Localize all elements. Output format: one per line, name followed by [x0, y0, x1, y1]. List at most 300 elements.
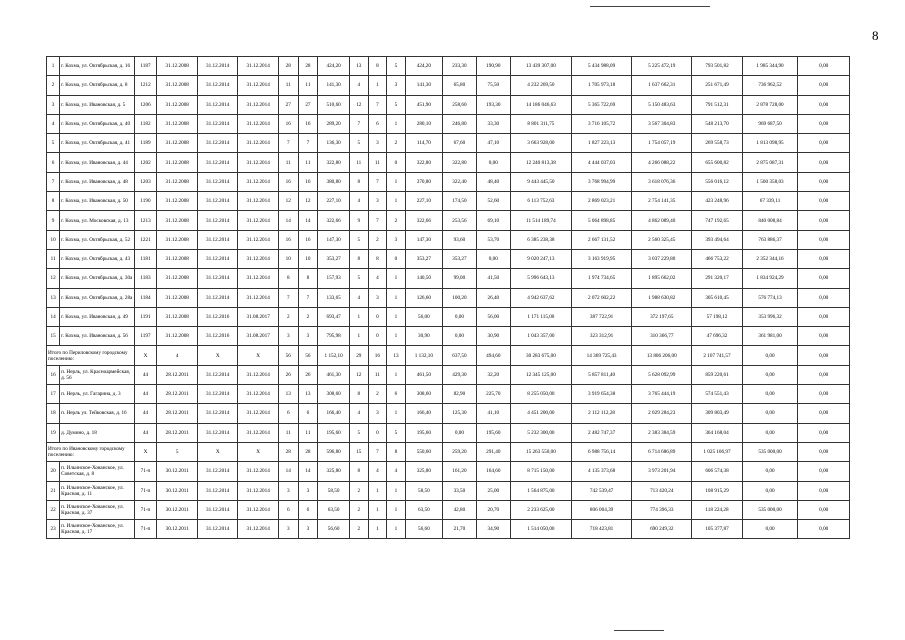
table-cell: 3 — [278, 481, 298, 500]
table-cell: 8 — [368, 249, 387, 268]
table-cell: 136,30 — [318, 134, 350, 153]
table-cell: 8 — [349, 249, 368, 268]
table-cell: 31.12.2008 — [157, 269, 197, 288]
table-cell: 0,00 — [798, 520, 850, 539]
table-cell: 31.12.2014 — [238, 404, 278, 423]
table-cell: 2 754 141,35 — [632, 192, 692, 211]
table-cell: 0,00 — [476, 153, 510, 172]
table-cell: 6 — [278, 500, 298, 519]
table-cell: 227,10 — [405, 192, 442, 211]
table-cell: 8 — [368, 57, 387, 76]
table-cell: 71-п — [134, 520, 157, 539]
table-cell: 31.12.2014 — [197, 520, 237, 539]
table-cell: 31.12.2014 — [238, 134, 278, 153]
table-cell: 47 696,32 — [692, 327, 742, 346]
table-cell: 0,00 — [798, 153, 850, 172]
table-cell: 26 — [298, 365, 318, 384]
table-cell: 15 — [349, 442, 368, 461]
table-cell: 14 186 046,63 — [510, 95, 571, 114]
table-cell: 3 — [387, 230, 406, 249]
table-cell: 4 232 269,50 — [510, 76, 571, 95]
table-cell: 2 112 112,28 — [572, 404, 632, 423]
table-cell: 3 — [368, 134, 387, 153]
row-number: 13 — [47, 288, 60, 307]
table-cell: 291,40 — [476, 442, 510, 461]
table-cell: 9 — [349, 211, 368, 230]
table-cell: 28 — [278, 442, 298, 461]
table-cell: 4 135 373,68 — [572, 462, 632, 481]
table-cell: 736 962,52 — [742, 76, 798, 95]
table-row — [47, 249, 850, 268]
table-cell: 0,00 — [798, 307, 850, 326]
table-cell: 3 973 201,94 — [632, 462, 692, 481]
table-cell: 380,80 — [318, 172, 350, 191]
table-cell: 57 198,12 — [692, 307, 742, 326]
table-cell: 0,00 — [742, 404, 798, 423]
table-cell: 10 — [278, 249, 298, 268]
address-cell: г. Кохма, ул. Ивановская, д. 5 — [60, 95, 134, 114]
table-cell: 2 — [349, 520, 368, 539]
table-cell: 0,00 — [798, 385, 850, 404]
table-cell: 16 — [278, 230, 298, 249]
table-cell: 1 — [387, 520, 406, 539]
table-cell: 6 — [298, 500, 318, 519]
table-cell: 31.12.2014 — [238, 192, 278, 211]
table-cell: 310 366,77 — [632, 327, 692, 346]
table-cell: 67,60 — [442, 134, 476, 153]
table-cell: 693,47 — [318, 307, 350, 326]
table-cell: 1 827 223,13 — [572, 134, 632, 153]
table-cell: 1221 — [134, 230, 157, 249]
row-number: 20 — [47, 462, 60, 481]
table-cell: X — [238, 346, 278, 365]
table-cell: 31.12.2014 — [197, 153, 237, 172]
table-cell: 322,66 — [405, 211, 442, 230]
table-cell: 31.12.2008 — [157, 249, 197, 268]
table-cell: 308,60 — [318, 385, 350, 404]
table-cell: 52,60 — [476, 192, 510, 211]
table-cell: 31.12.2008 — [157, 134, 197, 153]
table-cell: 1 — [368, 76, 387, 95]
table-cell: 33,50 — [442, 481, 476, 500]
table-cell: 157,93 — [318, 269, 350, 288]
table-cell: 56 — [278, 346, 298, 365]
subtotal-row — [47, 442, 850, 461]
table-cell: 12 345 125,00 — [510, 365, 571, 384]
table-cell: 494,60 — [476, 346, 510, 365]
table-cell: 1183 — [134, 269, 157, 288]
table-cell: 793 501,82 — [692, 57, 742, 76]
table-cell: 0,00 — [798, 500, 850, 519]
address-cell: г. Кохма, ул. Октябрьская, д. 40 — [60, 114, 134, 133]
table-cell: 9 020 247,13 — [510, 249, 571, 268]
table-cell: 56,00 — [405, 307, 442, 326]
table-cell: 3 — [298, 327, 318, 346]
table-cell: 2 — [387, 211, 406, 230]
table-cell: 71-п — [134, 462, 157, 481]
row-number: 1 — [47, 57, 60, 76]
table-row — [47, 481, 850, 500]
table-cell: 233,30 — [442, 57, 476, 76]
table-cell: 4 451 200,00 — [510, 404, 571, 423]
table-cell: 6 — [387, 385, 406, 404]
table-cell: 31.12.2014 — [197, 288, 237, 307]
table-cell: 791 512,31 — [692, 95, 742, 114]
table-cell: 99,00 — [442, 269, 476, 288]
table-cell: 195,60 — [318, 423, 350, 442]
table-cell: 58,50 — [318, 481, 350, 500]
table-cell: 1 514 050,00 — [510, 520, 571, 539]
table-cell: 11 514 189,74 — [510, 211, 571, 230]
table-cell: 16 — [298, 114, 318, 133]
table-cell: 305 610,45 — [692, 288, 742, 307]
row-number: 12 — [47, 269, 60, 288]
table-cell: 1184 — [134, 288, 157, 307]
table-cell: 195,60 — [476, 423, 510, 442]
table-cell: 309 803,49 — [692, 404, 742, 423]
table-cell: 0,00 — [742, 365, 798, 384]
table-cell: 0,00 — [798, 134, 850, 153]
table-cell: 7 — [368, 172, 387, 191]
table-cell: 3 — [278, 520, 298, 539]
table-cell: 31.12.2008 — [157, 76, 197, 95]
table-cell: 30,90 — [476, 327, 510, 346]
table-cell: 322,40 — [442, 172, 476, 191]
table-cell: 8 — [298, 269, 318, 288]
table-cell: 0,00 — [798, 269, 850, 288]
table-cell: 461,30 — [318, 365, 350, 384]
table-cell: 2 875 087,31 — [742, 153, 798, 172]
table-cell: 31.12.2008 — [157, 230, 197, 249]
row-number: 5 — [47, 134, 60, 153]
table-cell: 5 857 811,40 — [572, 365, 632, 384]
table-cell: 31.12.2014 — [197, 365, 237, 384]
table-cell: 5 — [157, 442, 197, 461]
table-cell: 31.12.2014 — [197, 57, 237, 76]
address-cell: г. Кохма, ул. Октябрьская, д. 41 — [60, 134, 134, 153]
table-cell: 4 — [349, 404, 368, 423]
table-cell: 31.12.2014 — [197, 404, 237, 423]
table-cell: 0,00 — [798, 327, 850, 346]
table-cell: 269 558,73 — [692, 134, 742, 153]
table-cell: 28 — [298, 57, 318, 76]
address-cell: г. Кохма, ул. Ивановская, д. 50 — [60, 192, 134, 211]
table-cell: 33,30 — [476, 114, 510, 133]
table-cell: 31.12.2014 — [197, 114, 237, 133]
table-cell: 31.12.2008 — [157, 307, 197, 326]
table-cell: 0,00 — [798, 423, 850, 442]
table-cell: 126,60 — [405, 288, 442, 307]
address-cell: г. Кохма, ул. Ивановская, д. 44 — [60, 153, 134, 172]
address-cell: г. Кохма, ул. Октябрьская, д. 16 — [60, 57, 134, 76]
table-cell: 16 — [278, 114, 298, 133]
table-cell: 2 — [387, 134, 406, 153]
table-cell: 31.12.2008 — [157, 211, 197, 230]
table-cell: 1 — [387, 500, 406, 519]
table-cell: 48,40 — [476, 172, 510, 191]
table-cell: 10 — [298, 249, 318, 268]
table-cell: 1 — [387, 327, 406, 346]
table-cell: 56,00 — [476, 307, 510, 326]
row-number: 2 — [47, 76, 60, 95]
table-cell: 308,60 — [405, 385, 442, 404]
table-cell: 31.12.2014 — [238, 288, 278, 307]
table-cell: 0 — [368, 327, 387, 346]
row-number: 8 — [47, 192, 60, 211]
table-cell: 195,60 — [405, 423, 442, 442]
row-number: 11 — [47, 249, 60, 268]
table-cell: X — [134, 442, 157, 461]
table-cell: 65,80 — [442, 76, 476, 95]
table-cell: 2 — [349, 500, 368, 519]
table-cell: 16 — [298, 172, 318, 191]
table-cell: 2 107 741,57 — [692, 346, 742, 365]
row-number: 9 — [47, 211, 60, 230]
table-cell: 31.12.2014 — [238, 481, 278, 500]
table-cell: 1 — [368, 500, 387, 519]
table-cell: 7 — [298, 134, 318, 153]
table-cell: 3 768 994,99 — [572, 172, 632, 191]
table-cell: 1197 — [134, 327, 157, 346]
top-rule — [590, 6, 710, 7]
table-cell: 7 — [368, 211, 387, 230]
table-cell: 14 — [278, 211, 298, 230]
table-cell: 13 — [387, 346, 406, 365]
address-cell: п. Ильинское-Хованское, ул. Красная, д. 37 — [60, 500, 134, 519]
table-cell: 31.12.2014 — [197, 249, 237, 268]
table-cell: 1 705 973,18 — [572, 76, 632, 95]
table-cell: 31.08.2017 — [238, 327, 278, 346]
table-cell: 11 — [368, 153, 387, 172]
table-cell: 5 225 472,19 — [632, 57, 692, 76]
table-cell: 2 — [368, 385, 387, 404]
address-cell: г. Кохма, ул. Октябрьская, д. 28а — [60, 288, 134, 307]
table-cell: 742 539,47 — [572, 481, 632, 500]
table-cell: 0,00 — [742, 481, 798, 500]
table-cell: 26,40 — [476, 288, 510, 307]
table-cell: 747 192,65 — [692, 211, 742, 230]
table-cell: 166,40 — [318, 404, 350, 423]
table-cell: 125,30 — [442, 404, 476, 423]
table-cell: 574 551,43 — [692, 385, 742, 404]
table-cell: 100,20 — [442, 288, 476, 307]
table-cell: 0,00 — [798, 481, 850, 500]
table-cell: 0,00 — [442, 327, 476, 346]
table-cell: 0,00 — [798, 249, 850, 268]
table-cell: 655 600,82 — [692, 153, 742, 172]
table-cell: 1 — [387, 481, 406, 500]
table-cell: 31.12.2008 — [157, 172, 197, 191]
table-cell: 31.12.2014 — [197, 211, 237, 230]
table-cell: 53,70 — [476, 230, 510, 249]
row-number: 16 — [47, 365, 60, 384]
table-cell: 31.12.2014 — [197, 192, 237, 211]
table-cell: 0 — [368, 423, 387, 442]
table-cell: 2 482 747,37 — [572, 423, 632, 442]
table-row — [47, 365, 850, 384]
table-cell: 596,80 — [318, 442, 350, 461]
table-cell: 6 113 752,63 — [510, 192, 571, 211]
table-cell: 9 443 445,50 — [510, 172, 571, 191]
table-cell: 0,00 — [798, 346, 850, 365]
table-cell: 11 — [298, 423, 318, 442]
table-cell: 31.12.2008 — [157, 288, 197, 307]
table-cell: 28.12.2011 — [157, 385, 197, 404]
table-cell: 0,00 — [476, 249, 510, 268]
table-cell: 13 — [278, 385, 298, 404]
table-cell: 12 — [349, 95, 368, 114]
table-cell: 0,00 — [742, 423, 798, 442]
table-cell: 3 — [278, 327, 298, 346]
row-number: 7 — [47, 172, 60, 191]
table-row — [47, 172, 850, 191]
table-cell: 7 — [278, 134, 298, 153]
table-cell: 31.12.2016 — [197, 307, 237, 326]
row-number: 17 — [47, 385, 60, 404]
table-cell: 28 — [278, 57, 298, 76]
table-cell: 2 — [368, 230, 387, 249]
table-cell: 75,50 — [476, 76, 510, 95]
table-cell: 5 — [387, 57, 406, 76]
table-cell: 11 — [278, 153, 298, 172]
table-row — [47, 288, 850, 307]
table-cell: 323 312,91 — [572, 327, 632, 346]
table-row — [47, 307, 850, 326]
table-cell: 6 385 238,38 — [510, 230, 571, 249]
table-cell: 13 — [298, 385, 318, 404]
table-cell: 0 — [387, 249, 406, 268]
table-cell: 31.12.2014 — [197, 462, 237, 481]
table-cell: 25,00 — [476, 481, 510, 500]
table-cell: 14 — [298, 462, 318, 481]
table-cell: 114,70 — [405, 134, 442, 153]
table-cell: 0,00 — [798, 76, 850, 95]
table-cell: 7 — [349, 114, 368, 133]
table-cell: 13 — [349, 57, 368, 76]
table-cell: 56 — [298, 346, 318, 365]
table-cell: 105 377,87 — [692, 520, 742, 539]
table-cell: 1 — [387, 288, 406, 307]
table-cell: 31.12.2014 — [197, 134, 237, 153]
table-cell: 550,60 — [405, 442, 442, 461]
table-cell: 41,50 — [476, 269, 510, 288]
table-cell: 0,00 — [742, 462, 798, 481]
table-cell: 47,10 — [476, 134, 510, 153]
table-row — [47, 404, 850, 423]
table-cell: 1 834 924,29 — [742, 269, 798, 288]
address-cell: г. Кохма, ул. Ивановская, д. 56 — [60, 327, 134, 346]
table-cell: 353,27 — [405, 249, 442, 268]
table-cell: 1182 — [134, 114, 157, 133]
table-cell: 7 — [298, 288, 318, 307]
table-cell: 969 687,50 — [742, 114, 798, 133]
table-cell: 1 — [387, 114, 406, 133]
table-cell: 31.12.2014 — [197, 423, 237, 442]
table-cell: 28.12.2011 — [157, 365, 197, 384]
table-cell: 11 — [298, 76, 318, 95]
address-cell: г. Кохма, ул. Ивановская, д. 49 — [60, 307, 134, 326]
table-cell: 141,30 — [405, 76, 442, 95]
table-cell: 31.12.2014 — [238, 385, 278, 404]
table-cell: 4 942 637,62 — [510, 288, 571, 307]
table-cell: 8 715 150,00 — [510, 462, 571, 481]
table-cell: 31.12.2008 — [157, 153, 197, 172]
table-cell: 5 150 483,63 — [632, 95, 692, 114]
table-cell: 806 004,39 — [572, 500, 632, 519]
table-cell: 69,10 — [476, 211, 510, 230]
table-cell: 3 163 919,95 — [572, 249, 632, 268]
table-cell: 8 801 311,75 — [510, 114, 571, 133]
table-cell: 4 — [157, 346, 197, 365]
table-row — [47, 114, 850, 133]
table-cell: 4 — [368, 462, 387, 481]
address-cell: г. Кохма, ул. Октябрьская, д. 8 — [60, 76, 134, 95]
table-cell: 174,50 — [442, 192, 476, 211]
table-cell: 4 — [368, 269, 387, 288]
table-cell: 0,00 — [742, 346, 798, 365]
table-cell: 1 564 875,00 — [510, 481, 571, 500]
table-cell: 14 — [298, 211, 318, 230]
table-cell: 0 — [368, 307, 387, 326]
bottom-rule — [614, 630, 664, 631]
table-cell: 1 — [387, 269, 406, 288]
table-cell: 2 — [278, 307, 298, 326]
table-cell: 6 — [298, 404, 318, 423]
row-number: 15 — [47, 327, 60, 346]
table-cell: 44 — [134, 365, 157, 384]
table-cell: 1 171 115,00 — [510, 307, 571, 326]
table-cell: 31.12.2014 — [238, 500, 278, 519]
address-cell: д. Думино, д. 18 — [60, 423, 134, 442]
table-cell: 2 072 602,22 — [572, 288, 632, 307]
table-cell: 246,80 — [442, 114, 476, 133]
address-cell: п. Ильинское-Хованское, ул. Красная, д. 17 — [60, 520, 134, 539]
table-cell: 322,80 — [442, 153, 476, 172]
table-cell: 11 — [298, 153, 318, 172]
table-cell: 30 283 675,00 — [510, 346, 571, 365]
row-number: 19 — [47, 423, 60, 442]
table-cell: 1212 — [134, 76, 157, 95]
address-cell: г. Кохма, ул. Октябрьская, д. 43 — [60, 249, 134, 268]
table-cell: 1 — [387, 307, 406, 326]
table-cell: 5 — [349, 423, 368, 442]
table-cell: 451,90 — [405, 95, 442, 114]
table-cell: X — [134, 346, 157, 365]
table-cell: 5 — [387, 423, 406, 442]
table-cell: 31.12.2014 — [238, 211, 278, 230]
table-cell: 1206 — [134, 95, 157, 114]
table-cell: 31.12.2014 — [238, 76, 278, 95]
table-cell: 4 — [387, 462, 406, 481]
row-number: 23 — [47, 520, 60, 539]
table-cell: 31.12.2014 — [197, 76, 237, 95]
table-cell: 535 000,00 — [742, 442, 798, 461]
table-cell: 31.12.2014 — [238, 153, 278, 172]
table-cell: 289,20 — [318, 114, 350, 133]
table-cell: 370,80 — [405, 172, 442, 191]
table-cell: 193,30 — [476, 95, 510, 114]
table-row — [47, 520, 850, 539]
table-cell: 429,30 — [442, 365, 476, 384]
table-cell: 63,50 — [405, 500, 442, 519]
table-cell: 30.12.2011 — [157, 520, 197, 539]
table-cell: 16 — [298, 230, 318, 249]
table-cell: 1187 — [134, 57, 157, 76]
table-cell: 0,00 — [442, 307, 476, 326]
table-cell: 2 029 284,23 — [632, 404, 692, 423]
table-cell: 713 420,24 — [632, 481, 692, 500]
address-cell: п. Нерль, ул. Красноармейская, д. 56 — [60, 365, 134, 384]
